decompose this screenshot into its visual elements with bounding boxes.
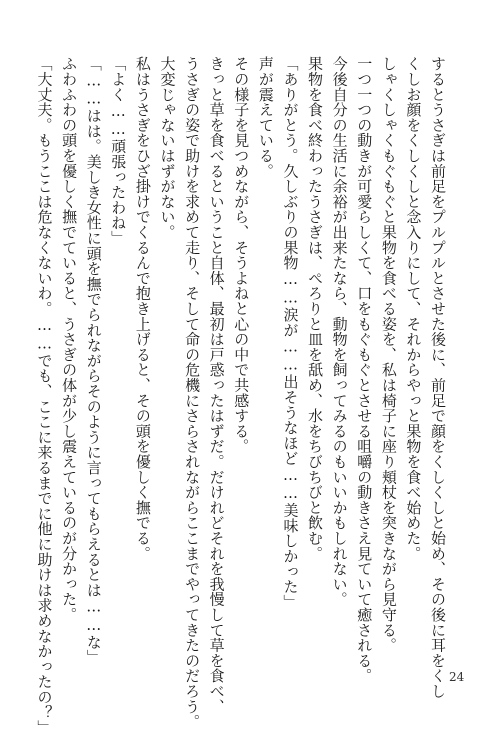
text-line: しゃくしゃくもぐもぐと果物を食べる姿を、私は椅子に座り頬杖を突きながら見守る。 [379, 56, 398, 653]
text-line: ふわふわの頭を優しく撫でていると、うさぎの体が少し震えているのが分かった。 [60, 56, 79, 623]
text-line: くしお顔をくしくしと念入りにして、それからやっと果物を食べ始めた。 [404, 56, 423, 561]
text-line: 大変じゃないはずがない。 [158, 56, 177, 240]
text-line: するとうさぎは前足をプルプルとさせた後に、前足で顔をくしくしと始め、その後に耳をくし [429, 56, 447, 699]
text-line: 「よく……頑張ったわね」 [109, 56, 128, 246]
text-line: 果物を食べ終わったうさぎは、ぺろりと皿を舐め、水をちびちびと飲む。 [306, 56, 325, 561]
text-line: 声が震えている。 [256, 56, 275, 179]
text-line: 一つ一つの動きが可愛らしくて、口をもぐもぐとさせる咀嚼の動きさえ見ていて癒される。 [355, 56, 374, 684]
text-line: その様子を見つめながら、そうよねと心の中で共感する。 [232, 56, 251, 454]
vertical-text-body [32, 56, 450, 735]
text-line: 今後自分の生活に余裕が出来たなら、動物を飼ってみるのもいいかもしれない。 [330, 56, 349, 607]
text-line: きっと草を食べるということ自体、最初は戸惑ったはずだ。だけれどそれを我慢して草を食べ、 [207, 56, 226, 714]
page-number: 24 [449, 670, 465, 684]
text-line: 私はうさぎをひざ掛けでくるんで抱き上げると、その頭を優しく撫でる。 [133, 56, 152, 561]
text-line: 「大丈夫。もうここは危なくないわ。……でも、ここに来るまでに他に助けは求めなかったの？」 [35, 56, 54, 735]
text-line: 「ありがとう。久しぶりの果物……涙が……出そうなほど……美味しかった」 [281, 56, 300, 610]
text-line: うさぎの姿で助けを求めて走り、そして命の危機にさらされながらここまでやってきたのだろう。 [183, 56, 202, 730]
text-line: 「……はは。美しき女性に頭を撫でられながらそのように言ってもらえるとは……な」 [84, 56, 103, 665]
